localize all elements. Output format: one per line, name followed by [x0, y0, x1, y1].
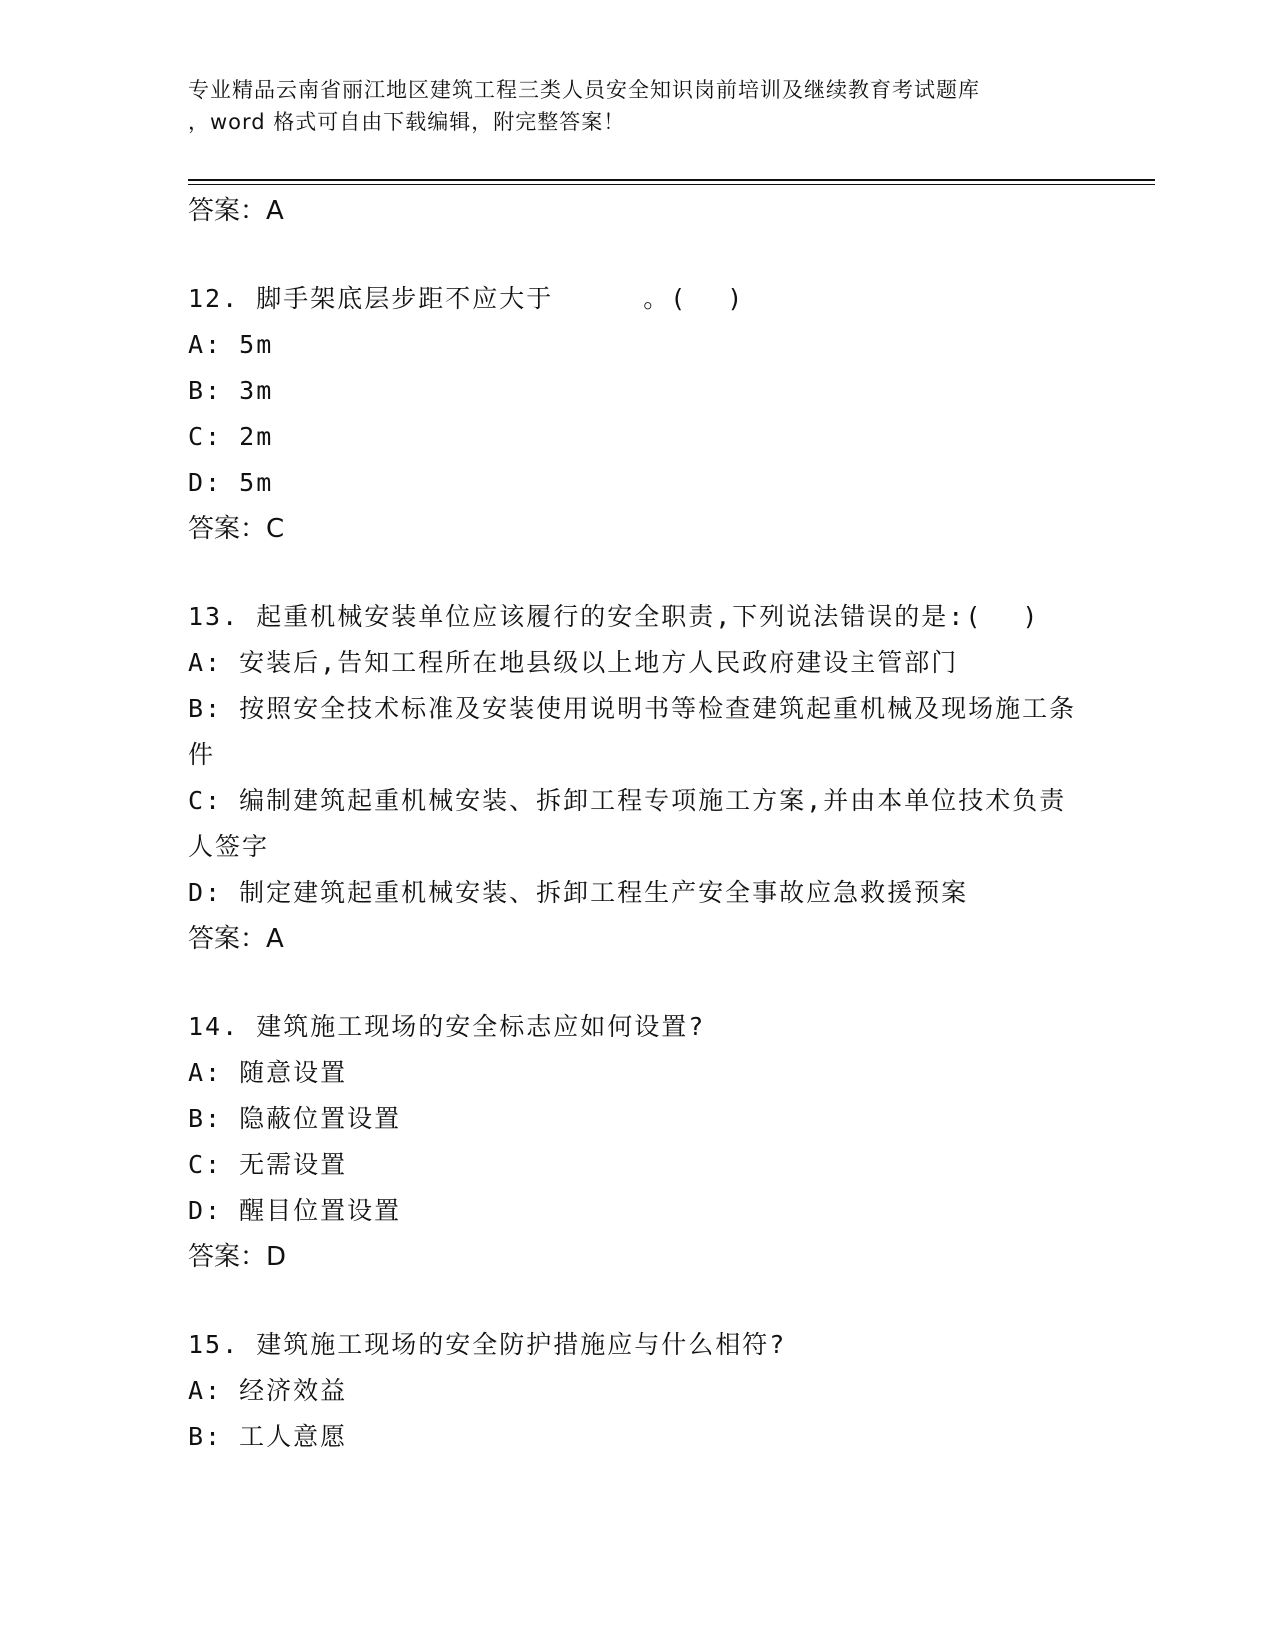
option-c: C: 编制建筑起重机械安装、拆卸工程专项施工方案,并由本单位技术负责人签字 [188, 786, 1067, 861]
question-14 [188, 1004, 1088, 1280]
option-b: B: 工人意愿 [188, 1422, 348, 1451]
question-list [188, 188, 1088, 1460]
header-rule-thin [188, 184, 1155, 185]
document-header [188, 74, 1088, 138]
question-title [188, 1004, 1088, 1050]
header-line-2: ，word 格式可自由下载编辑，附完整答案！ [188, 110, 626, 134]
option-a: A: 5m [188, 330, 274, 359]
question-text: 脚手架底层步距不应大于 [256, 284, 554, 313]
paren-close: ) [727, 284, 745, 313]
option-b: B: 按照安全技术标准及安装使用说明书等检查建筑起重机械及现场施工条件 [188, 694, 1077, 769]
option-d: D: 醒目位置设置 [188, 1196, 402, 1225]
question-number: 12. [188, 284, 240, 313]
question-number: 14. [188, 1012, 240, 1041]
option-c: C: 2m [188, 422, 274, 451]
question-text: 建筑施工现场的安全标志应如何设置? [256, 1012, 706, 1041]
question-text: 建筑施工现场的安全防护措施应与什么相符? [256, 1330, 787, 1359]
question-title [188, 594, 1088, 640]
answer-line: 答案：D [188, 1242, 287, 1272]
option-a: A: 随意设置 [188, 1058, 348, 1087]
answer-line: 答案：A [188, 196, 284, 226]
question-text: 起重机械安装单位应该履行的安全职责,下列说法错误的是:( [256, 602, 983, 631]
paren-close: ) [1022, 602, 1040, 631]
option-c: C: 无需设置 [188, 1150, 348, 1179]
question-12 [188, 276, 1088, 552]
answer-line: 答案：C [188, 514, 285, 544]
header-rule-thick [188, 179, 1155, 181]
option-a: A: 经济效益 [188, 1376, 348, 1405]
option-d: D: 5m [188, 468, 274, 497]
answer-line: 答案：A [188, 924, 284, 954]
option-d: D: 制定建筑起重机械安装、拆卸工程生产安全事故应急救援预案 [188, 878, 969, 907]
question-13 [188, 594, 1088, 962]
question-15 [188, 1322, 1088, 1460]
option-b: B: 3m [188, 376, 274, 405]
option-a: A: 安装后,告知工程所在地县级以上地方人民政府建设主管部门 [188, 648, 959, 677]
option-b: B: 隐蔽位置设置 [188, 1104, 402, 1133]
question-number: 13. [188, 602, 240, 631]
question-text-tail: 。( [643, 284, 688, 313]
question-title [188, 1322, 1088, 1368]
question-title [188, 276, 1088, 322]
question-number: 15. [188, 1330, 240, 1359]
header-line-1: 专业精品云南省丽江地区建筑工程三类人员安全知识岗前培训及继续教育考试题库 [188, 78, 980, 102]
